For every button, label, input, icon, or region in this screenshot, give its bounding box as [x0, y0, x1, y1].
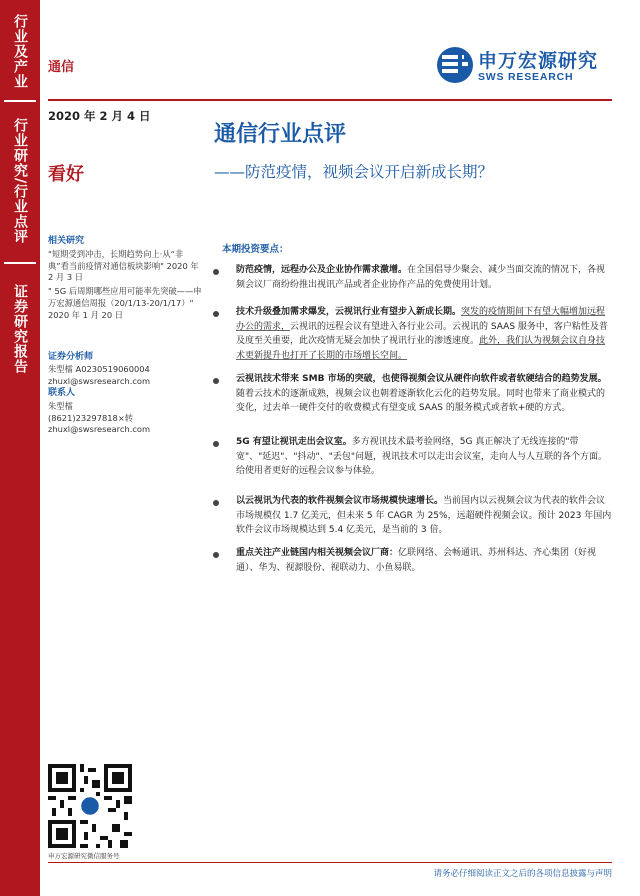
bullet-icon: [213, 552, 219, 558]
left-info-column: [48, 236, 204, 436]
point-body: 随着云技术的逐渐成熟，视频会议也朝着逐渐软化云化的趋势发展。同时也带来了商业模式的变化，过去单一硬件交付的收费模式有望变成 SAAS 的服务模式或者软+硬的方式。: [236, 388, 606, 414]
point-lead: 以云视讯为代表的软件视频会议市场规模快速增长。: [236, 496, 444, 506]
bullet-icon: [213, 378, 219, 384]
report-subtitle: ——防范疫情，视频会议开启新成长期？: [214, 163, 494, 181]
investment-point: [236, 372, 612, 416]
sidebar-category: [0, 14, 40, 89]
point-underlined-text: 突发的疫情期间下有望大幅增加远程办公的需求，: [236, 307, 606, 332]
rating-label: 看好: [48, 164, 84, 185]
related-research-heading: 相关研究: [48, 236, 85, 246]
related-report-item: " 5G 后周期哪些应用可能率先突破——申万宏源通信周报（20/1/13-20/1/17）" 2020 年 1 月 20 日: [48, 286, 202, 320]
investment-point: [236, 305, 612, 363]
point-body: 当前国内以云视频会议为代表的软件会议市场规模仅 1.7 亿美元，但未来 5 年 CAGR 为 25%，远超硬件视频会议。预计 2023 年国内软件会议市场规模达到 5.4 亿美元，是当前的 3 倍。: [236, 496, 612, 536]
point-lead: 防范疫情，远程办公及企业协作需求激增。: [236, 265, 408, 275]
sidebar-divider: [4, 262, 36, 264]
qr-caption: 申万宏源研究微信服务号: [48, 852, 120, 860]
sidebar-doc-type: [0, 284, 40, 374]
report-title: 通信行业点评: [214, 122, 347, 147]
report-date: 2020 年 2 月 4 日: [48, 109, 151, 123]
sidebar-doc-type-label: 证券研究报告: [12, 284, 28, 374]
left-sidebar: [0, 0, 40, 896]
point-lead: 重点关注产业链国内相关视频会议厂商：: [236, 548, 399, 558]
point-lead: 技术升级叠加需求爆发，云视讯行业有望步入新成长期。: [236, 307, 462, 317]
industry-label: 通信: [48, 60, 75, 75]
point-underlined-text: 此外，我们认为视频会议自身技术更新提升也打开了长期的市场增长空间。: [236, 336, 606, 361]
contact-phone: (8621)23297818×转: [48, 412, 134, 423]
point-body: 云视讯的远程会议有望进入各行业公司。云视讯的 SAAS 服务中，客户粘性及普及度至关重要，此次疫情无疑会加快了视讯行业的渗透速度。: [236, 321, 608, 347]
contact-name: 朱型檑: [48, 400, 73, 411]
investment-point: [236, 263, 612, 292]
point-lead: 云视讯技术带来 SMB 市场的突破，也使得视频会议从硬件向软件或者软硬结合的趋势发展。: [236, 374, 607, 384]
logo-english-name: SWS RESEARCH: [478, 71, 574, 83]
footer-divider: [48, 862, 612, 863]
wechat-qr-code[interactable]: [48, 764, 132, 848]
point-body: 在全国倡导少聚会、减少当面交流的情况下，各视频会议厂商纷纷推出视讯产品或者企业协作产品的免费使用计划。: [236, 265, 606, 290]
investment-point: [236, 435, 612, 479]
analyst-email: zhuxl@swsresearch.com: [48, 376, 151, 387]
contact-email: zhuxl@swsresearch.com: [48, 424, 151, 435]
bullet-icon: [213, 500, 219, 506]
disclaimer-link[interactable]: 请务必仔细阅读正文之后的各项信息披露与声明: [433, 869, 612, 879]
bullet-icon: [213, 311, 219, 317]
company-logo: [436, 46, 612, 88]
point-body: 亿联网络、会畅通讯、苏州科达、齐心集团（好视通）、华为、视源股份、视联动力、小鱼易联。: [236, 548, 597, 573]
header-divider: [48, 99, 612, 101]
sws-logo-icon: [436, 46, 474, 84]
point-body: 多方视讯技术最考验网络，5G 真正解决了无线连接的"带宽"、"延迟"、"抖动"、"丢包"问题，视讯技术可以走出会议室，走向人与人互联的各个方面。给使用者更好的远程会议参与体验。: [236, 437, 607, 477]
sidebar-report-type: [0, 118, 40, 244]
analyst-heading: 证券分析师: [48, 351, 94, 362]
logo-chinese-name: 申万宏源研究: [478, 50, 599, 72]
sidebar-category-label: 行业及产业: [12, 14, 28, 89]
related-report-item: "短期受到冲击，长期趋势向上·从“非典”看当前疫情对通信板块影响" 2020 年 2 月 3 日: [48, 248, 199, 283]
bullet-icon: [213, 441, 219, 447]
contact-heading: 联系人: [48, 387, 76, 398]
investment-point: [236, 546, 612, 575]
investment-point: [236, 494, 612, 538]
bullet-icon: [213, 269, 219, 275]
investment-points-heading: 本期投资要点：: [222, 244, 289, 255]
analyst-name-id: 朱型檑 A0230519060004: [48, 364, 150, 375]
sidebar-report-type-label: 行业研究/行业点评: [12, 118, 28, 245]
point-lead: 5G 有望让视讯走出会议室。: [236, 437, 352, 447]
sidebar-divider: [4, 100, 36, 102]
